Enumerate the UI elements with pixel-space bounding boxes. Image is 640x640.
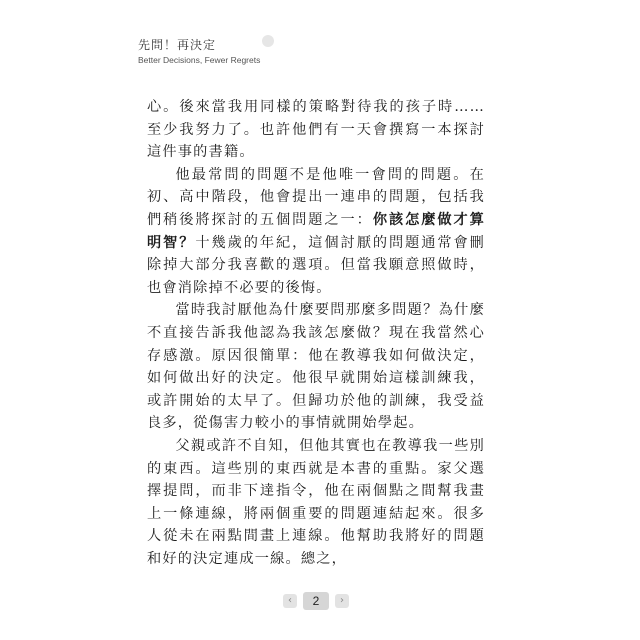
book-title [138,36,260,53]
highlighted-question: 你該怎麼做才算明智？ [147,211,485,251]
paragraph-3: 當時我討厭他為什麼要問那麼多問題？為什麼不直接告訴我他認為我該怎麼做？現在我當然心存感激。原因很簡單：他在教導我如何做決定，如何做出好的決定。他很早就開始這樣訓練我，或許開始的太早了。但歸功於他的訓練，我受益良多，從傷害力較小的事情就開始學起。 [147,302,485,432]
chevron-right-icon: › [340,595,344,606]
page-number: 2 [303,592,329,610]
next-page-button[interactable] [335,594,349,608]
prev-page-button[interactable] [283,594,297,608]
book-title-text: 先問！再決定 [138,38,217,52]
book-subtitle: Better Decisions, Fewer Regrets [138,55,261,65]
paragraph-2-text-a: 他最常問的問題不是他唯一會問的問題。在初、高中階段，他會提出一連串的問題，包括我們稍後將探討的五個問題之一： [147,166,485,228]
page-body [147,96,485,570]
paragraph-2-text-b: 十幾歲的年紀，這個討厭的問題通常會刪除掉大部分我喜歡的選項。但當我願意照做時，也會消除掉不必要的後悔。 [147,234,485,296]
running-header [138,36,260,65]
decorative-circle-icon [262,35,274,47]
paragraph-4: 父親或許不自知，但他其實也在教導我一些別的東西。這些別的東西就是本書的重點。家父選擇提問，而非下達指令，他在兩個點之間幫我畫上一條連線，將兩個重要的問題連結起來。很多人從未在兩點間畫上連線。他幫助我將好的問題和好的決定連成一線。總之， [147,437,485,567]
chevron-left-icon: ‹ [288,595,292,606]
paragraph-1: 心。後來當我用同樣的策略對待我的孩子時……至少我努力了。也許他們有一天會撰寫一本探討這件事的書籍。 [147,99,485,161]
paragraph-2 [147,164,485,300]
pagination [283,592,349,610]
